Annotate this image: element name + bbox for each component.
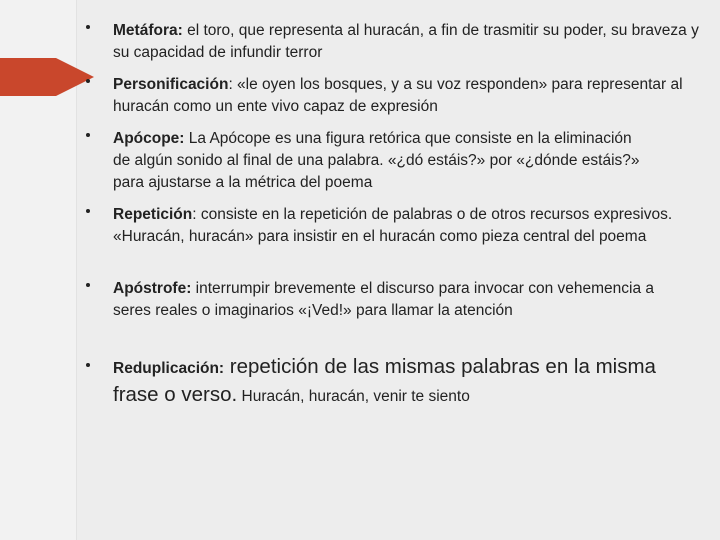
list-item [86,278,673,322]
bullet-icon [86,79,90,83]
item-term: Reduplicación: [113,360,225,377]
item-description: interrumpir brevemente el discurso para invocar con vehemencia a seres reales o imaginarios «¡Ved!» para llamar la atención [113,280,654,319]
bullet-icon [86,25,90,29]
list-item [86,204,683,248]
list-item [86,354,673,410]
item-term: Metáfora: [113,22,183,39]
item-text [113,278,673,322]
item-description: : consiste en la repetición de palabras o de otros recursos expresivos. «Huracán, huracán» para insistir en el huracán como pieza central del poema [113,206,673,245]
item-description: La Apócope es una figura retórica que consiste en la eliminación de algún sonido al final de una palabra. «¿dó estáis?» por «¿dónde estáis?» para ajustarse a la métrica del poema [113,130,640,191]
item-term: Apóstrofe: [113,280,192,297]
accent-strip [0,58,56,96]
item-term: Repetición [113,206,193,223]
list-item [86,74,706,118]
item-description: el toro, que representa al huracán, a fin de trasmitir su poder, su braveza y su capacidad de infundir terror [113,22,699,61]
list-item [86,20,706,64]
list-item [86,128,653,194]
item-text [113,20,706,64]
bullet-icon [86,363,90,367]
item-example: Huracán, huracán, venir te siento [237,388,470,405]
item-description-large: repetición de las mismas palabras en la misma frase o verso. [113,355,656,406]
item-text [113,204,683,248]
bullet-icon [86,209,90,213]
item-term: Personificación [113,76,229,93]
item-term: Apócope: [113,130,185,147]
item-description: : «le oyen los bosques, y a su voz responden» para representar al huracán como un ente vivo capaz de expresión [113,76,683,115]
item-text [113,354,673,410]
bullet-icon [86,283,90,287]
bullet-icon [86,133,90,137]
item-text [113,74,706,118]
item-text [113,128,653,194]
